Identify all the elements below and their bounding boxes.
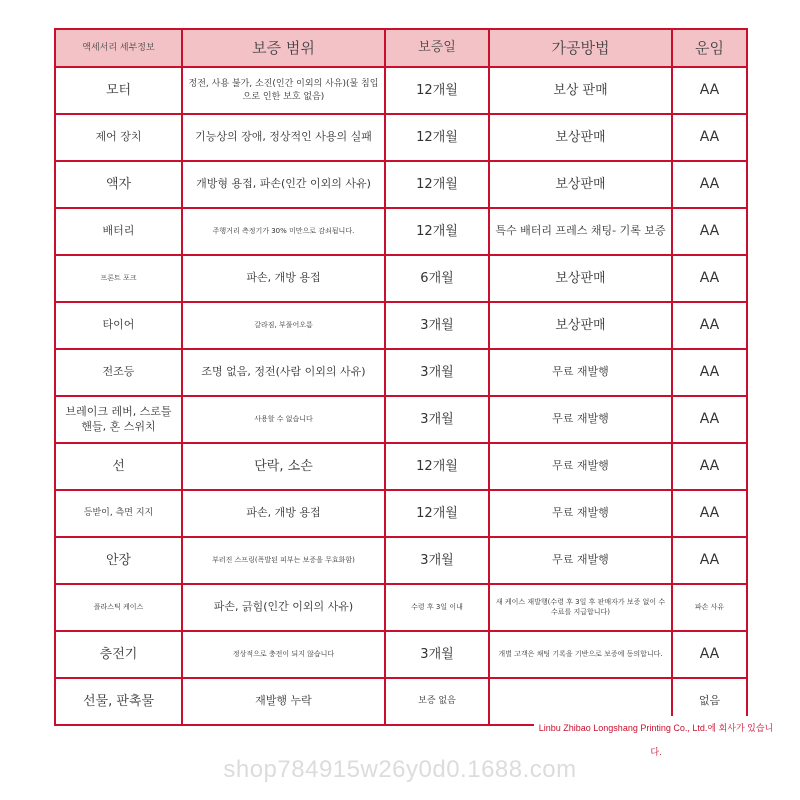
table-row xyxy=(55,396,747,443)
scope-cell: 정전, 사용 불가, 소진(인간 이외의 사유)(물 침입으로 인한 보호 없음) xyxy=(182,67,385,114)
table-row xyxy=(55,537,747,584)
header-scope: 보증 범위 xyxy=(182,29,385,67)
period-cell: 6개월 xyxy=(385,255,489,302)
method-cell: 무료 재발행 xyxy=(489,349,672,396)
scope-cell: 기능상의 장애, 정상적인 사용의 실패 xyxy=(182,114,385,161)
item-cell: 선물, 판촉물 xyxy=(55,678,182,725)
item-cell: 브레이크 레버, 스로틀 핸들, 혼 스위치 xyxy=(55,396,182,443)
period-cell: 3개월 xyxy=(385,396,489,443)
scope-cell: 주행거리 측정기가 30% 미만으로 감쇠됩니다. xyxy=(182,208,385,255)
freight-cell: AA xyxy=(672,443,747,490)
method-cell: 보상판매 xyxy=(489,161,672,208)
method-cell: 무료 재발행 xyxy=(489,490,672,537)
period-cell: 3개월 xyxy=(385,349,489,396)
header-method: 가공방법 xyxy=(489,29,672,67)
item-cell: 프론트 포크 xyxy=(55,255,182,302)
freight-cell: AA xyxy=(672,631,747,678)
table-row xyxy=(55,114,747,161)
item-cell: 전조등 xyxy=(55,349,182,396)
scope-cell: 갈라짐, 부풀어오름 xyxy=(182,302,385,349)
company-note: Linbu Zhibao Longshang Printing Co., Ltd.에 회사가 있습니다. xyxy=(534,716,778,740)
period-cell: 12개월 xyxy=(385,443,489,490)
period-cell: 12개월 xyxy=(385,67,489,114)
period-cell: 3개월 xyxy=(385,302,489,349)
scope-cell: 부러진 스프링(폭발된 피부는 보증을 무효화함) xyxy=(182,537,385,584)
period-cell: 수령 후 3일 이내 xyxy=(385,584,489,631)
item-cell: 플라스틱 케이스 xyxy=(55,584,182,631)
method-cell: 보상 판매 xyxy=(489,67,672,114)
table-row xyxy=(55,67,747,114)
freight-cell: AA xyxy=(672,349,747,396)
freight-cell: AA xyxy=(672,396,747,443)
period-cell: 12개월 xyxy=(385,490,489,537)
method-cell: 개별 고객은 채팅 기록을 기반으로 보증에 동의합니다. xyxy=(489,631,672,678)
scope-cell: 파손, 개방 용접 xyxy=(182,255,385,302)
method-cell: 보상판매 xyxy=(489,255,672,302)
method-cell: 새 케이스 재발행(수령 후 3일 후 판매자가 보증 없이 수수료를 지급합니다) xyxy=(489,584,672,631)
method-cell: 무료 재발행 xyxy=(489,443,672,490)
freight-cell: 없음 xyxy=(672,678,747,725)
table-row xyxy=(55,443,747,490)
scope-cell: 조명 없음, 정전(사람 이외의 사유) xyxy=(182,349,385,396)
scope-cell: 파손, 개방 용접 xyxy=(182,490,385,537)
header-freight: 운임 xyxy=(672,29,747,67)
freight-cell: AA xyxy=(672,114,747,161)
period-cell: 12개월 xyxy=(385,208,489,255)
header-period: 보증일 xyxy=(385,29,489,67)
freight-cell: AA xyxy=(672,302,747,349)
freight-cell: AA xyxy=(672,490,747,537)
method-cell: 특수 배터리 프레스 채팅- 기록 보증 xyxy=(489,208,672,255)
table-row xyxy=(55,255,747,302)
freight-cell: AA xyxy=(672,537,747,584)
table-row xyxy=(55,302,747,349)
item-cell: 선 xyxy=(55,443,182,490)
item-cell: 충전기 xyxy=(55,631,182,678)
scope-cell: 사용할 수 없습니다 xyxy=(182,396,385,443)
item-cell: 모터 xyxy=(55,67,182,114)
scope-cell: 개방형 용접, 파손(인간 이외의 사유) xyxy=(182,161,385,208)
period-cell: 3개월 xyxy=(385,631,489,678)
shop-watermark: shop784915w26y0d0.1688.com xyxy=(223,756,577,783)
freight-cell: AA xyxy=(672,161,747,208)
warranty-table xyxy=(54,28,748,726)
item-cell: 타이어 xyxy=(55,302,182,349)
item-cell: 등받이, 측면 지지 xyxy=(55,490,182,537)
header-row xyxy=(55,29,747,67)
scope-cell: 단락, 소손 xyxy=(182,443,385,490)
item-cell: 안장 xyxy=(55,537,182,584)
scope-cell: 재발행 누락 xyxy=(182,678,385,725)
scope-cell: 정상적으로 충전이 되지 않습니다 xyxy=(182,631,385,678)
freight-cell: AA xyxy=(672,67,747,114)
freight-cell: 파손 사유 xyxy=(672,584,747,631)
freight-cell: AA xyxy=(672,255,747,302)
freight-cell: AA xyxy=(672,208,747,255)
item-cell: 액자 xyxy=(55,161,182,208)
period-cell: 3개월 xyxy=(385,537,489,584)
scope-cell: 파손, 긁힘(인간 이외의 사유) xyxy=(182,584,385,631)
header-accessory: 액세서리 세부정보 xyxy=(55,29,182,67)
method-cell: 무료 재발행 xyxy=(489,537,672,584)
table-row xyxy=(55,208,747,255)
table-row xyxy=(55,631,747,678)
method-cell: 무료 재발행 xyxy=(489,396,672,443)
method-cell: 보상판매 xyxy=(489,302,672,349)
period-cell: 12개월 xyxy=(385,114,489,161)
table-row xyxy=(55,584,747,631)
period-cell: 12개월 xyxy=(385,161,489,208)
method-cell: 보상판매 xyxy=(489,114,672,161)
item-cell: 제어 장치 xyxy=(55,114,182,161)
period-cell: 보증 없음 xyxy=(385,678,489,725)
item-cell: 배터리 xyxy=(55,208,182,255)
table-row xyxy=(55,349,747,396)
table-row xyxy=(55,490,747,537)
table-row xyxy=(55,161,747,208)
